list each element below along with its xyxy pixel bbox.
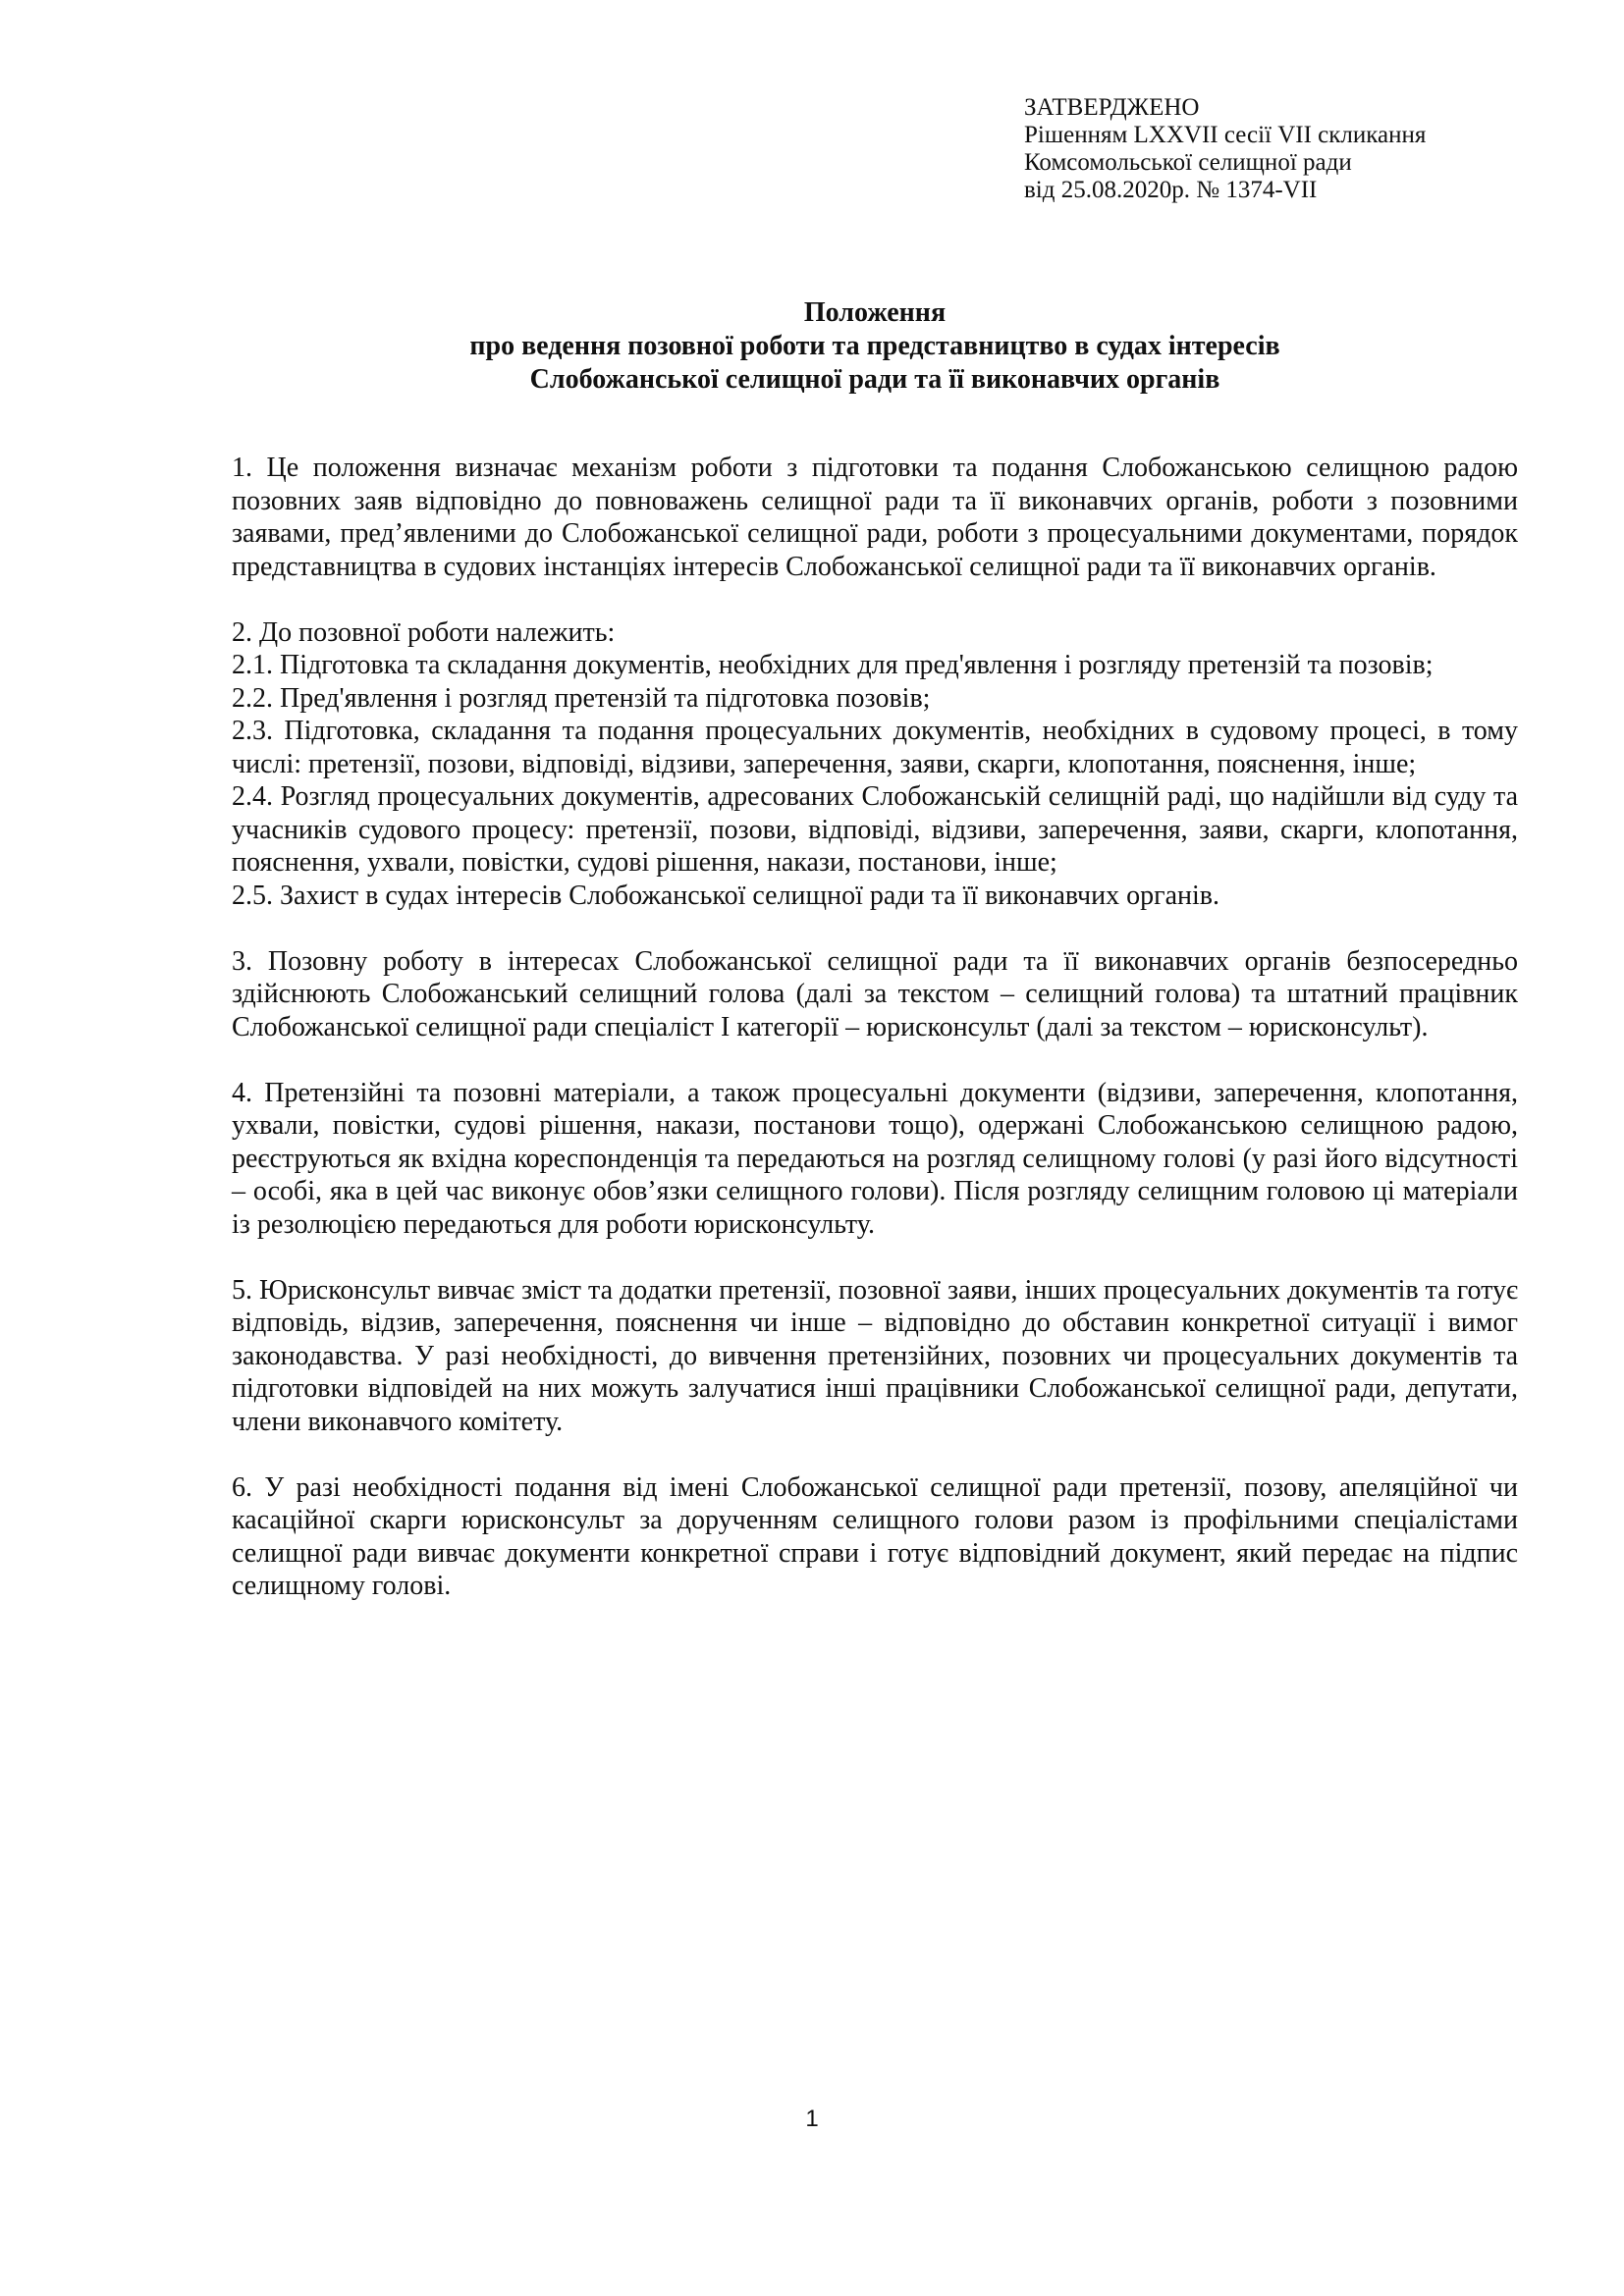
paragraph-2-4: 2.4. Розгляд процесуальних документів, адресованих Слобожанській селищній раді, що надійшли від суду та учасників судового процесу: претензії, позови, відповіді, відзиви, заперечення, заяви, скарги, клопотання, пояснення, ухвали, повістки, судові рішення, накази, постанови, інше; xyxy=(232,781,1518,878)
paragraph-1: 1. Це положення визначає механізм роботи з підготовки та подання Слобожанською селищною радою позовних заяв відповідно до повноважень селищної ради та її виконавчих органів, роботи з позовними заявами, пред’явленими до Слобожанської селищної ради, роботи з процесуальними документами, порядок представництва в судових інстанціях інтересів Слобожанської селищної ради та її виконавчих органів. xyxy=(232,453,1518,582)
approval-stamp-block xyxy=(1024,94,1426,204)
title-line-3: Слобожанської селищної ради та її виконавчих органів xyxy=(529,364,1220,395)
paragraph-2-intro: 2. До позовної роботи належить: xyxy=(232,616,616,648)
paragraph-2-1: 2.1. Підготовка та складання документів, необхідних для пред'явлення і розгляду претензій та позовів; xyxy=(232,650,1434,680)
approval-decision: Рішенням LXXVII сесії VII скликання xyxy=(1024,122,1427,148)
paragraph-4: 4. Претензійні та позовні матеріали, а також процесуальні документи (відзиви, заперечення, клопотання, ухвали, повістки, судові рішення, накази, постанови тощо), одержані Слобожанською селищною радою, реєструються як вхідна кореспонденція та передаються на розгляд селищному голові (у разі його відсутності – особі, яка в цей час виконує обов’язки селищного голови). Після розгляду селищним головою ці матеріали із резолюцією передаються для роботи юрисконсульту. xyxy=(232,1077,1518,1240)
paragraph-2-5: 2.5. Захист в судах інтересів Слобожанської селищної ради та її виконавчих органів. xyxy=(232,880,1220,911)
page-number: 1 xyxy=(805,2106,819,2132)
paragraph-6: 6. У разі необхідності подання від імені Слобожанської селищної ради претензії, позову, апеляційної чи касаційної скарги юрисконсульт за дорученням селищного голови разом із профільними спеціалістами селищної ради вивчає документи конкретної справи і готує відповідний документ, який передає на підпис селищному голові. xyxy=(232,1471,1518,1601)
paragraph-2-2: 2.2. Пред'явлення і розгляд претензій та підготовка позовів; xyxy=(232,682,931,714)
title-line-1: Положення xyxy=(803,297,947,328)
title-line-2: про ведення позовної роботи та представництво в судах інтересів xyxy=(469,331,1280,361)
paragraph-2-3: 2.3. Підготовка, складання та подання процесуальних документів, необхідних в судовому процесі, в тому числі: претензії, позови, відповіді, відзиви, заперечення, заяви, скарги, клопотання, пояснення, інше; xyxy=(232,716,1518,779)
document-title xyxy=(232,296,1518,397)
approval-heading: ЗАТВЕРДЖЕНО xyxy=(1024,94,1200,121)
paragraph-3: 3. Позовну роботу в інтересах Слобожанської селищної ради та її виконавчих органів безпосередньо здійснюють Слобожанський селищний голова (далі за текстом – селищний голова) та штатний працівник Слобожанської селищної ради спеціаліст І категорії – юрисконсульт (далі за текстом – юрисконсульт). xyxy=(232,945,1518,1042)
approval-council: Комсомольської селищної ради xyxy=(1024,149,1352,176)
paragraph-5: 5. Юрисконсульт вивчає зміст та додатки претензії, позовної заяви, інших процесуальних документів та готує відповідь, відзив, заперечення, пояснення чи інше – відповідно до обставин конкретної ситуації і вимог законодавства. У разі необхідності, до вивчення претензійних, позовних чи процесуальних документів та підготовки відповідей на них можуть залучатися інші працівники Слобожанської селищної ради, депутати, члени виконавчого комітету. xyxy=(232,1274,1518,1437)
approval-date-number: від 25.08.2020р. № 1374-VII xyxy=(1024,177,1318,203)
document-body xyxy=(232,452,1518,1603)
